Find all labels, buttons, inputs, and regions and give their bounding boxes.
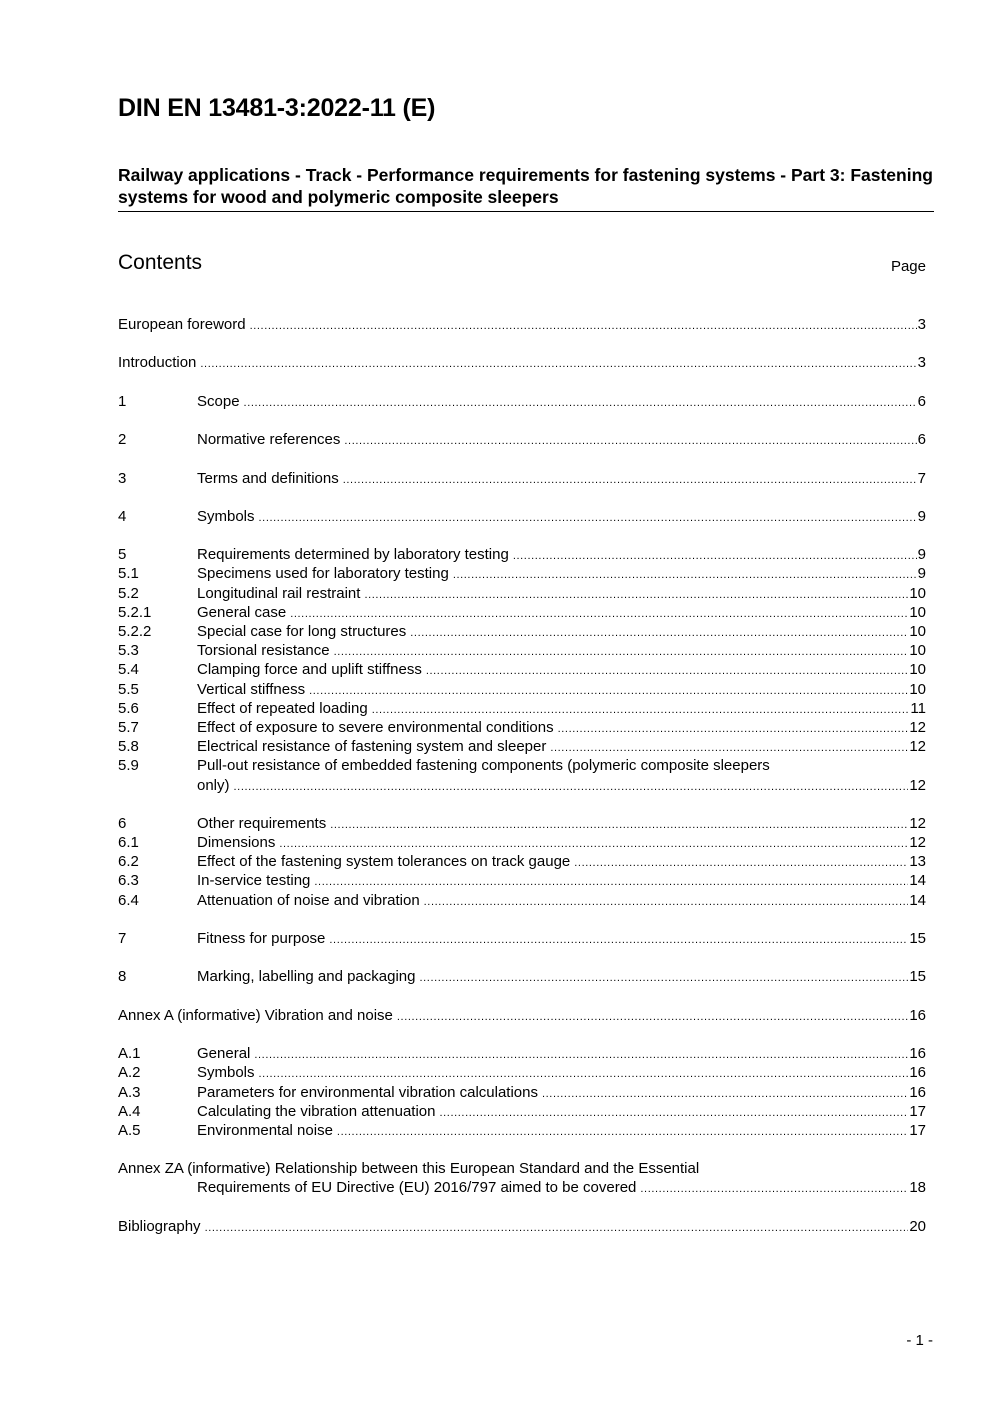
- document-id: DIN EN 13481-3:2022-11 (E): [118, 94, 436, 122]
- toc-entry-annex-za[interactable]: [118, 1159, 926, 1178]
- toc-leader-dots: [337, 1123, 908, 1142]
- toc-leader-dots: [410, 624, 908, 643]
- toc-entry-number: 5.4: [118, 661, 139, 679]
- toc-entry-title: Dimensions: [197, 834, 276, 852]
- toc-entry-number: A.1: [118, 1045, 141, 1063]
- toc-entry-8[interactable]: [118, 967, 926, 986]
- toc-entry-number: 5.3: [118, 642, 139, 660]
- toc-entry-number: 3: [118, 469, 127, 487]
- toc-entry-3[interactable]: [118, 469, 926, 488]
- toc-entry-page: 11: [910, 699, 926, 717]
- toc-entry-page: 14: [909, 872, 926, 890]
- toc-entry-title: Calculating the vibration attenuation: [197, 1102, 436, 1120]
- toc-entry-5-7[interactable]: [118, 718, 926, 737]
- toc-entry-title: Parameters for environmental vibration calculations: [197, 1083, 538, 1101]
- toc-entry-5-2-2[interactable]: [118, 622, 926, 641]
- toc-entry-number: 7: [118, 930, 127, 947]
- contents-heading: Contents: [118, 251, 203, 274]
- toc-entry-page: 16: [909, 1064, 926, 1082]
- toc-entry-title: Annex A (informative) Vibration and noise: [118, 1006, 393, 1024]
- toc-entry-number: 5.8: [118, 738, 139, 756]
- toc-entry-page: 17: [909, 1121, 926, 1139]
- toc-entry-6[interactable]: [118, 814, 926, 833]
- toc-leader-dots: [200, 355, 916, 374]
- toc-leader-dots: [364, 586, 908, 605]
- toc-entry-title: Specimens used for laboratory testing: [197, 565, 449, 583]
- toc-leader-dots: [426, 662, 908, 681]
- toc-entry-page: 16: [909, 1083, 926, 1101]
- toc-entry-number: 6.3: [118, 872, 139, 890]
- toc-leader-dots: [250, 317, 917, 336]
- toc-entry-page: 12: [909, 718, 926, 736]
- toc-entry-annex-za-continued[interactable]: [118, 1178, 926, 1197]
- toc-entry-title: European foreword: [118, 316, 246, 333]
- toc-entry-title: Bibliography: [118, 1217, 201, 1235]
- toc-entry-a-3[interactable]: [118, 1083, 926, 1102]
- toc-entry-5-9[interactable]: [118, 756, 926, 775]
- toc-entry-title-line2: only): [197, 776, 230, 794]
- toc-entry-introduction[interactable]: [118, 353, 926, 372]
- toc-leader-dots: [254, 1046, 908, 1065]
- toc-entry-number: 4: [118, 507, 127, 525]
- toc-entry-page: 3: [917, 316, 926, 333]
- toc-entry-title: Electrical resistance of fastening system and sleeper: [197, 738, 547, 756]
- toc-entry-page: 20: [909, 1217, 926, 1235]
- toc-entry-title: Symbols: [197, 1064, 255, 1082]
- toc-entry-title: In-service testing: [197, 872, 311, 890]
- toc-entry-bibliography[interactable]: [118, 1217, 926, 1236]
- toc-leader-dots: [453, 566, 917, 585]
- toc-entry-5-5[interactable]: [118, 680, 926, 699]
- toc-leader-dots: [205, 1219, 909, 1238]
- toc-entry-title: Clamping force and uplift stiffness: [197, 661, 422, 679]
- toc-entry-number: 5.2.1: [118, 603, 152, 621]
- toc-entry-a-5[interactable]: [118, 1121, 926, 1140]
- toc-entry-title: Special case for long structures: [197, 623, 407, 640]
- toc-entry-page: 18: [909, 1179, 926, 1197]
- toc-entry-page: 10: [909, 661, 926, 679]
- toc-entry-number: 5.2.2: [118, 623, 152, 640]
- toc-entry-page: 16: [909, 1006, 926, 1024]
- toc-entry-title: Environmental noise: [197, 1121, 333, 1139]
- toc-leader-dots: [329, 931, 908, 950]
- toc-leader-dots: [309, 682, 908, 701]
- toc-entry-number: 1: [118, 392, 127, 410]
- toc-entry-5-1[interactable]: [118, 564, 926, 583]
- toc-entry-number: 5.1: [118, 565, 139, 583]
- toc-entry-title: Torsional resistance: [197, 642, 330, 660]
- toc-entry-page: 6: [917, 392, 926, 410]
- toc-entry-5-2[interactable]: [118, 584, 926, 603]
- toc-entry-title: Effect of the fastening system tolerances on track gauge: [197, 853, 571, 871]
- toc-entry-number: A.5: [118, 1121, 141, 1139]
- toc-entry-a-1[interactable]: [118, 1044, 926, 1063]
- toc-leader-dots: [419, 969, 908, 988]
- toc-entry-page: 10: [909, 603, 926, 621]
- toc-entry-6-3[interactable]: [118, 871, 926, 890]
- toc-entry-5-9-continued[interactable]: [118, 776, 926, 795]
- toc-entry-page: 17: [909, 1102, 926, 1120]
- toc-entry-title-line1: Annex ZA (informative) Relationship between this European Standard and the Essential: [118, 1160, 700, 1178]
- toc-entry-4[interactable]: [118, 507, 926, 526]
- toc-entry-5-6[interactable]: [118, 699, 926, 718]
- toc-entry-title: Normative references: [197, 431, 341, 449]
- toc-entry-number: 5.9: [118, 757, 139, 775]
- toc-entry-title: Scope: [197, 392, 240, 410]
- toc-entry-page: 10: [909, 680, 926, 698]
- toc-leader-dots: [558, 720, 909, 739]
- toc-entry-number: A.3: [118, 1083, 141, 1101]
- toc-entry-title: Vertical stiffness: [197, 680, 306, 698]
- toc-entry-page: 12: [909, 834, 926, 852]
- toc-entry-page: 12: [909, 776, 926, 794]
- toc-leader-dots: [244, 394, 917, 413]
- toc-leader-dots: [640, 1180, 908, 1199]
- toc-leader-dots: [344, 432, 916, 451]
- toc-entry-number: 5.5: [118, 680, 139, 698]
- toc-entry-number: A.4: [118, 1102, 141, 1120]
- toc-entry-annex-a[interactable]: [118, 1006, 926, 1025]
- toc-entry-page: 6: [917, 431, 926, 449]
- toc-entry-6-2[interactable]: [118, 852, 926, 871]
- toc-entry-5-2-1[interactable]: [118, 603, 926, 622]
- toc-entry-page: 16: [909, 1045, 926, 1063]
- toc-leader-dots: [574, 854, 908, 873]
- toc-entry-a-4[interactable]: [118, 1102, 926, 1121]
- toc-entry-6-1[interactable]: [118, 833, 926, 852]
- toc-entry-page: 10: [909, 623, 926, 640]
- toc-entry-2[interactable]: [118, 430, 926, 449]
- toc-leader-dots: [343, 471, 917, 490]
- toc-entry-5-3[interactable]: [118, 641, 926, 660]
- toc-entry-title: Terms and definitions: [197, 469, 339, 487]
- toc-entry-title: Effect of repeated loading: [197, 699, 368, 717]
- toc-entry-1[interactable]: [118, 392, 926, 411]
- toc-entry-6-4[interactable]: [118, 891, 926, 910]
- toc-entry-title-line1: Pull-out resistance of embedded fastening components (polymeric composite sleepers: [197, 757, 770, 775]
- toc-entry-title: General case: [197, 603, 287, 621]
- toc-entry-number: 5: [118, 546, 127, 564]
- toc-entry-page: 13: [909, 853, 926, 871]
- toc-leader-dots: [330, 816, 908, 835]
- toc-entry-title-line2: Requirements of EU Directive (EU) 2016/797 aimed to be covered: [197, 1179, 637, 1197]
- toc-entry-title: Introduction: [118, 354, 197, 372]
- toc-entry-number: 2: [118, 431, 127, 449]
- table-of-contents: [118, 315, 926, 1236]
- toc-entry-title: Marking, labelling and packaging: [197, 968, 416, 986]
- toc-entry-european-foreword[interactable]: [118, 315, 926, 334]
- toc-entry-page: 10: [909, 642, 926, 660]
- toc-entry-number: 6.2: [118, 853, 139, 871]
- toc-entry-page: 9: [917, 546, 926, 564]
- toc-entry-page: 9: [917, 565, 926, 583]
- toc-entry-title: Attenuation of noise and vibration: [197, 891, 420, 909]
- toc-entry-page: 15: [909, 968, 926, 986]
- document-title: Railway applications - Track - Performance requirements for fastening systems - Part 3: Fastening systems for wood and polymeric composite sleepers: [118, 164, 934, 212]
- toc-leader-dots: [259, 509, 917, 528]
- toc-leader-dots: [234, 778, 909, 797]
- page-number: - 1 -: [906, 1332, 933, 1349]
- toc-entry-title: Longitudinal rail restraint: [197, 584, 361, 602]
- toc-leader-dots: [424, 893, 909, 912]
- toc-entry-number: 6.4: [118, 891, 139, 909]
- toc-leader-dots: [397, 1008, 908, 1027]
- toc-leader-dots: [542, 1085, 908, 1104]
- toc-entry-page: 14: [909, 891, 926, 909]
- toc-entry-page: 12: [909, 738, 926, 756]
- toc-entry-page: 7: [917, 469, 926, 487]
- page-column-heading: Page: [890, 258, 926, 275]
- toc-entry-5[interactable]: [118, 545, 926, 564]
- toc-entry-number: 5.6: [118, 699, 139, 717]
- toc-entry-page: 10: [909, 584, 926, 602]
- toc-entry-page: 12: [909, 814, 926, 832]
- toc-entry-number: 5.7: [118, 718, 139, 736]
- toc-entry-page: 3: [917, 354, 926, 372]
- toc-entry-title: Effect of exposure to severe environmental conditions: [197, 718, 554, 736]
- toc-entry-a-2[interactable]: [118, 1063, 926, 1082]
- toc-entry-number: 8: [118, 968, 127, 986]
- toc-entry-number: A.2: [118, 1064, 141, 1082]
- toc-entry-title: Other requirements: [197, 814, 327, 832]
- toc-entry-5-4[interactable]: [118, 660, 926, 679]
- toc-entry-number: 5.2: [118, 584, 139, 602]
- toc-entry-5-8[interactable]: [118, 737, 926, 756]
- toc-entry-title: Symbols: [197, 507, 255, 525]
- toc-entry-page: 9: [917, 507, 926, 525]
- toc-leader-dots: [513, 547, 917, 566]
- toc-leader-dots: [440, 1104, 909, 1123]
- toc-entry-page: 15: [909, 930, 926, 947]
- toc-entry-7[interactable]: [118, 929, 926, 948]
- toc-entry-title: Requirements determined by laboratory testing: [197, 546, 509, 564]
- toc-entry-title: Fitness for purpose: [197, 930, 326, 947]
- toc-entry-number: 6: [118, 814, 127, 832]
- toc-entry-title: General: [197, 1045, 251, 1063]
- toc-entry-number: 6.1: [118, 834, 139, 852]
